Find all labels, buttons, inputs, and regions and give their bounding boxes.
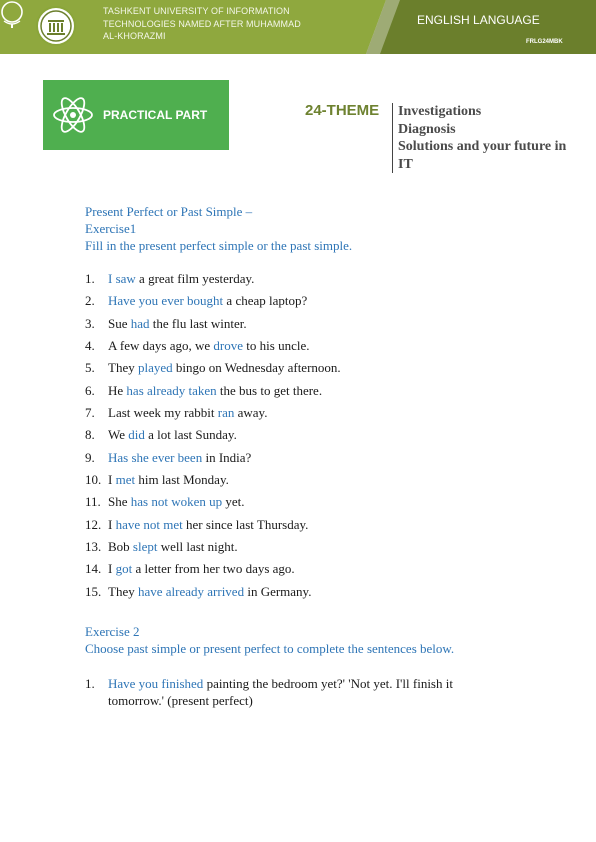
item-number: 1. <box>85 676 95 691</box>
item-answer: did <box>128 427 145 443</box>
item-text: painting the bedroom yet?' 'Not yet. I'll finish it tomorrow.' (present perfect) <box>108 676 453 708</box>
item-answer: has already taken <box>126 382 217 398</box>
item-answer: Has she ever been <box>108 449 203 465</box>
item-number: 5. <box>85 360 95 376</box>
item-answer: slept <box>132 538 158 554</box>
item-answer: has not woken up <box>130 494 223 510</box>
item-text: yet. <box>222 494 245 510</box>
item-text: him last Monday. <box>135 471 229 487</box>
university-line: AL-KHORAZMI <box>103 31 166 41</box>
practical-part-label: PRACTICAL PART <box>103 108 208 122</box>
item-number: 13. <box>85 538 102 554</box>
exercise1-label: Exercise1 <box>85 221 137 236</box>
item-number: 11. <box>85 494 101 510</box>
item-text: Bob <box>108 538 133 554</box>
exercise-item <box>85 402 341 424</box>
item-text: in Germany. <box>244 583 312 599</box>
item-number: 14. <box>85 561 102 577</box>
exercise-item <box>85 380 341 402</box>
item-answer: have not met <box>115 516 183 532</box>
item-text: Last week my rabbit <box>108 404 218 420</box>
atom-icon <box>51 94 95 136</box>
exercise-item <box>85 558 341 580</box>
exercise2-heading <box>85 623 454 657</box>
item-text: They <box>108 583 138 599</box>
item-text: in India? <box>202 449 252 465</box>
university-line: TASHKENT UNIVERSITY OF INFORMATION <box>103 6 290 16</box>
exercise2-list <box>85 675 493 709</box>
item-number: 9. <box>85 449 95 465</box>
item-text: a great film yesterday. <box>135 271 255 286</box>
item-text: a letter from her two days ago. <box>132 561 295 577</box>
item-answer: have already arrived <box>137 583 245 599</box>
page-header <box>0 0 596 54</box>
item-text: Sue <box>108 315 131 331</box>
item-text: a lot last Sunday. <box>144 427 237 443</box>
item-number: 4. <box>85 337 95 353</box>
item-text: away. <box>234 404 268 420</box>
item-number: 6. <box>85 382 95 398</box>
item-text: bingo on Wednesday afternoon. <box>172 360 341 376</box>
exercise-item <box>85 675 493 709</box>
item-number: 8. <box>85 427 95 443</box>
item-answer: Have you finished <box>108 676 204 691</box>
item-number: 7. <box>85 404 95 420</box>
item-number: 15. <box>85 583 102 599</box>
exercise1-title: Present Perfect or Past Simple – <box>85 204 253 219</box>
item-text: I <box>108 516 116 532</box>
theme-topic: IT <box>398 156 413 172</box>
exercise-item <box>85 335 341 357</box>
theme-topic: Diagnosis <box>398 121 456 137</box>
exercise2-label: Exercise 2 <box>85 624 140 639</box>
exercise-item <box>85 313 341 335</box>
exercise-item <box>85 447 341 469</box>
item-number: 3. <box>85 315 95 331</box>
exercise-item <box>85 514 341 536</box>
item-answer: met <box>115 471 136 487</box>
item-number: 12. <box>85 516 102 532</box>
item-text: a cheap laptop? <box>223 293 308 309</box>
theme-topic: Solutions and your future in <box>398 139 567 154</box>
university-line: TECHNOLOGIES NAMED AFTER MUHAMMAD <box>103 18 301 29</box>
item-text: They <box>108 360 138 376</box>
item-answer: got <box>115 561 133 577</box>
exercise-item <box>85 581 341 603</box>
item-text: She <box>108 494 131 510</box>
exercise1-list <box>85 268 341 603</box>
item-text: the flu last winter. <box>149 315 247 331</box>
item-text: A few days ago, we <box>108 337 214 353</box>
theme-title: 24-THEME <box>305 102 380 119</box>
university-logo <box>36 6 76 46</box>
item-answer: ran <box>217 404 235 420</box>
item-answer: I saw <box>108 271 136 286</box>
item-text: He <box>108 382 127 398</box>
item-number: 10. <box>85 471 102 487</box>
theme-topics <box>392 103 566 173</box>
globe-icon <box>0 0 24 30</box>
item-answer: drove <box>213 337 244 353</box>
item-text: I <box>108 471 116 487</box>
exercise-item <box>85 424 341 446</box>
course-code: FRLG24MBK <box>526 39 563 45</box>
item-answer: had <box>130 315 150 331</box>
item-text: her since last Thursday. <box>182 516 309 532</box>
practical-part-badge <box>43 80 229 150</box>
item-answer: Have you ever bought <box>108 293 224 309</box>
theme-topic: Investigations <box>398 104 482 119</box>
university-name <box>103 5 301 43</box>
item-text: well last night. <box>157 538 238 554</box>
item-number: 1. <box>85 271 95 286</box>
item-number: 2. <box>85 293 95 309</box>
item-answer: played <box>137 360 173 376</box>
item-text: We <box>108 427 129 443</box>
course-title: ENGLISH LANGUAGE <box>417 13 540 27</box>
exercise-item <box>85 491 341 513</box>
exercise1-heading <box>85 203 352 254</box>
exercise2-instruction: Choose past simple or present perfect to complete the sentences below. <box>85 641 455 656</box>
exercise-item <box>85 357 341 379</box>
exercise-item <box>85 469 341 491</box>
exercise-item <box>85 290 341 312</box>
exercise-item <box>85 536 341 558</box>
item-text: the bus to get there. <box>216 382 323 398</box>
exercise-item <box>85 268 341 290</box>
item-text: I <box>108 561 116 577</box>
exercise1-instruction: Fill in the present perfect simple or the past simple. <box>85 238 353 253</box>
item-text: to his uncle. <box>243 337 310 353</box>
